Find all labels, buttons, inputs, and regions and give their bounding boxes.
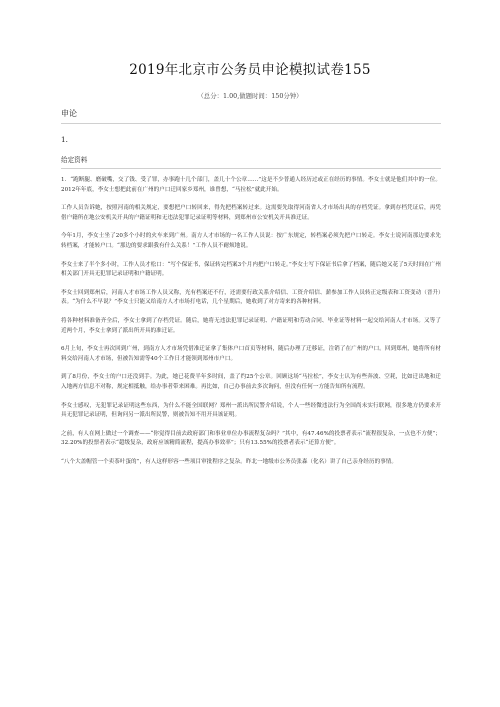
paragraph: 李女士感叹，无犯罪记录证明这些东西，为什么不能全国联网？郑州一派出所民警介绍说，个人一些经微违法行为全国尚未实行联网，很多地方仍要求开具无犯罪记录证明，但询问另一派出所民警，则被告知不用开具该证明。	[61, 402, 441, 419]
paragraph: “八个大盖帽管一个卖茶叶蛋的”，有人这样形容一些项目审批程序之复杂。昨北一地级市公务员张森（化名）讲了自己亲身经历的事情。	[61, 458, 397, 465]
paragraph: 李女士回到郑州后，河南人才市场工作人员又称，光有档案还不行，还需要行政关系介绍信、工资介绍信、薪参加工作人员转正定级表和工资变动（晋升）表。“为什么不早说？”李女士只能又给南方人才市场打电话，几个星期后，她收到了对方寄来的各种材料。	[61, 289, 441, 306]
paragraph: 工作人员告诉她，按照河南的相关规定，要想把户口转回来，得先把档案转过来。这需要先取得河南省人才市场出具的存档凭证。拿到存档凭证后，再凭借户籍所在地公安机关开具的户籍证明和无违法犯罪记录证明等材料，到郑州市公安机关开具准迁证。	[61, 205, 441, 221]
question-number: 1.	[61, 135, 68, 144]
document-body	[61, 108, 441, 467]
section-label: 申论	[61, 109, 77, 118]
material-divider	[61, 168, 441, 169]
paragraph: 李女士来了半个多小时，工作人员才松口：“写个保证书，保证转完档案3个月内把户口转走。”李女士写下保证书后拿了档案，随后她又花了5天时间在广州相关部门开具无犯罪记录证明和户籍证明。	[61, 261, 441, 278]
document-subtitle: （总分：1.00,做题时间：150分钟）	[197, 92, 303, 100]
paragraph: 到了8月份，李女士的户口还没到手。为此，她已花费半年多时间，盖了约25个公章。回顾这场“马拉松”，李女士认为有些奔波、空耗，比如迁出地和迁入地两方信息不对称，规定相抵触，给办事者带来困难。再比如，自己办事前去多次询问，但没有任何一方能告知所有流程。	[61, 374, 441, 390]
document-title: 2019年北京市公务员申论模拟试卷155	[129, 62, 371, 78]
material-heading: 给定资料	[61, 156, 88, 164]
paragraph: 1．“跑断腿、磨破嘴，交了钱、受了罪，办事跑十几个部门，盖几十个公章……”这是不少普通人经历过或正在经历的事情。李女士就是他们其中的一位。2012年年底，李女士想把此前在广州的户口迁回家乡郑州，谁曾想，“马拉松”就此开始。	[61, 177, 441, 193]
section-divider	[61, 123, 441, 124]
paragraph: 今年1月，李女士坐了20多个小时的火车来到广州。南方人才市场的一名工作人员说：按广东规定，转档案必须先把户口转走。李女士说河南那边要求先转档案，才能转户口。“那边的要求跟我有什么关系！”工作人员不耐烦地说。	[61, 233, 441, 249]
paragraph: 6月上旬，李女士再次回到广州，到南方人才市场凭借准迁证拿了集体户口首页等材料，随后办理了迁移证，注销了在广州的户口。回到郑州，她将所有材料交给河南人才市场，但被告知需等40个工作日才能领到郑州市户口。	[61, 346, 441, 362]
paragraph: 将各种材料准备齐全后，李女士拿到了存档凭证。随后，她将无违法犯罪记录证明、户籍证明和劳动合同、毕业证等材料一起交给河南人才市场。又等了近两个月，李女士拿到了派出所开具的准迁证。	[61, 317, 441, 334]
paragraph: 之前，有人在网上做过一个调查——“你觉得目前去政府部门和事业单位办事流程复杂吗？”其中，有47.46%的投票者表示“流程很复杂，一点也不方便”；32.20%的投票者表示“超级复杂，政府应该精简流程，提高办事效率”；只有13.55%的投票者表示“还算方便”。	[61, 430, 441, 447]
